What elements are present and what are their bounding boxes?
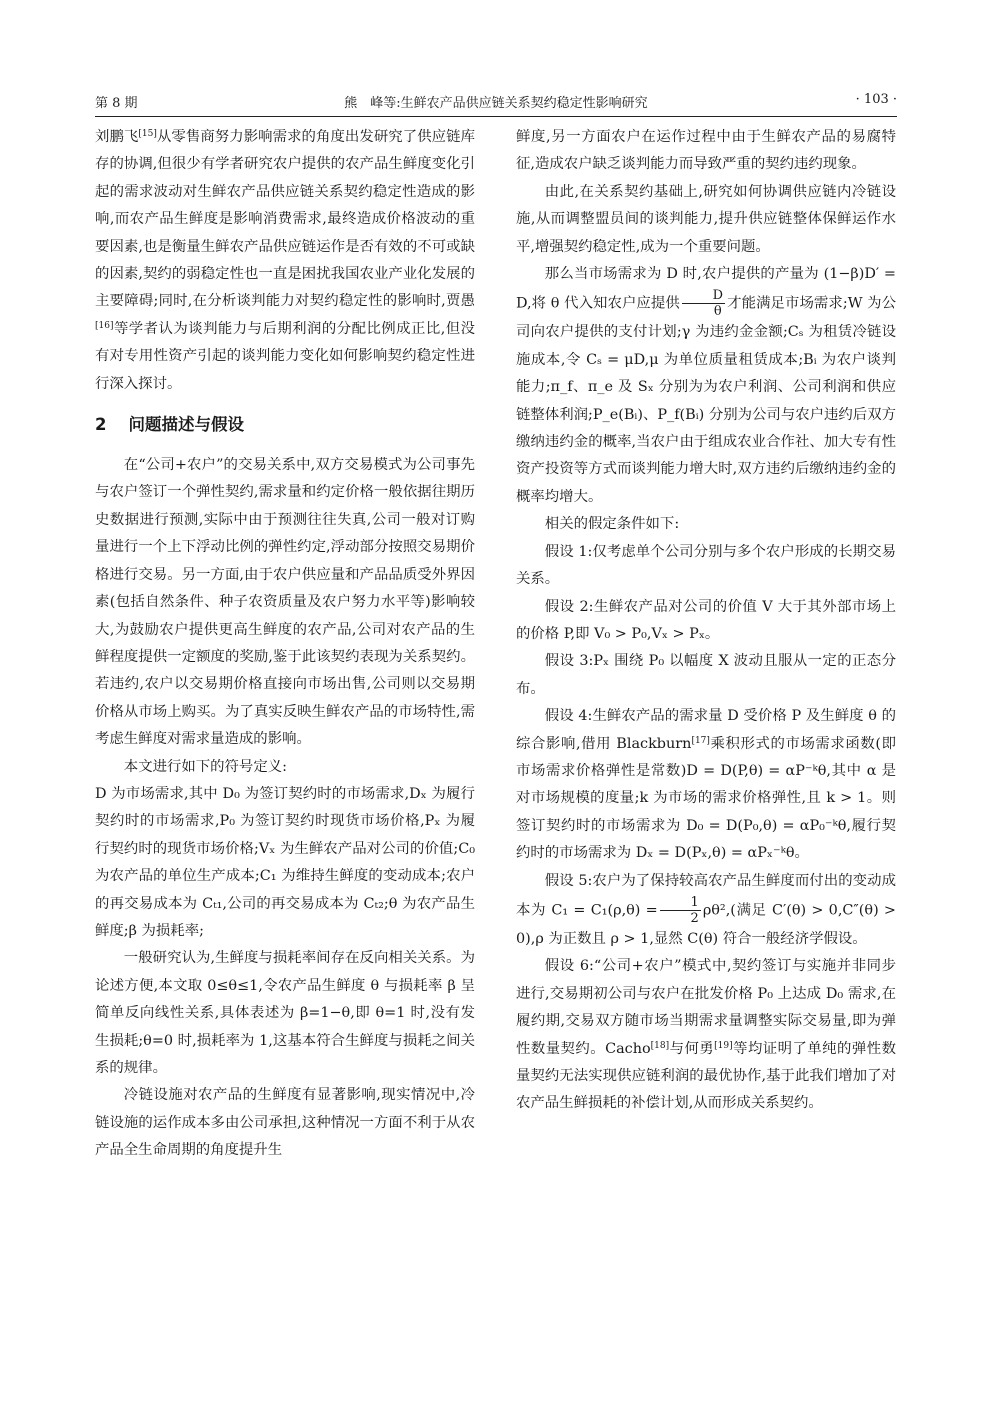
assumption-6 [516,953,896,1117]
citation: [16] [95,320,114,331]
running-header [95,92,897,114]
text-span: 乘积形式的市场需求函数(即市场需求价格弹性是常数)D = D(P,θ) = αP⁻ᵏθ,其中 α 是对市场规模的度量;k 为市场的需求价格弹性,且 k > 1。则签订契约时的市场需求为 D₀ = D(P₀,θ) = αP₀⁻ᵏθ,履行契约时的市场需求为 Dₓ = D(Pₓ,θ) = αPₓ⁻ᵏθ。 [516,735,896,862]
citation: [17] [691,735,710,746]
numerator: D [682,288,725,304]
section-heading [95,412,475,438]
text-span: 与何勇 [669,1040,715,1057]
paragraph: 冷链设施对农产品的生鲜度有显著影响,现实情况中,冷链设施的运作成本多由公司承担,这种情况一方面不利于从农产品全生命周期的角度提升生 [95,1087,475,1159]
right-column [516,124,896,1118]
paragraph: 鲜度,另一方面农户在运作过程中由于生鲜农产品的易腐特征,造成农户缺乏谈判能力而导致严重的契约违约现象。 [516,129,896,173]
issue-number: 第 8 期 [95,96,138,111]
left-column [95,124,475,1165]
citation: [18] [650,1040,670,1051]
page-number: · 103 · [855,92,897,107]
paragraph: D 为市场需求,其中 D₀ 为签订契约时的市场需求,Dₓ 为履行契约时的市场需求,P₀ 为签订契约时现货市场价格,Pₓ 为履行契约时的现货市场价格;Vₓ 为生鲜农产品对公司的价值;C₀ 为农产品的单位生产成本;C₁ 为维持生鲜度的变动成本;农户的再交易成本为 Cₜ₁,公司的再交易成本为 Cₜ₂;θ 为农产品生鲜度;β 为损耗率; [95,785,475,939]
assumption-4 [516,703,896,867]
text-span: 那么当市场需求为 D 时,农户提供的产量为 (1−β)D′ = D,将 θ 代入知农户应提供 [516,266,896,312]
text-span: ρθ²,(满足 C′(θ) > 0,C″(θ) > 0),ρ 为正数且 ρ > 1,显然 C(θ) 符合一般经济学假设。 [516,902,896,947]
fraction [660,895,701,926]
assumption-3: 假设 3:Pₓ 围绕 P₀ 以幅度 X 波动且服从一定的正态分布。 [516,653,896,697]
text-span: 才能满足市场需求;W 为公司向农户提供的支付计划;γ 为违约金金额;Cₛ 为租赁冷链设施成本,令 Cₛ = μD,μ 为单位质量租赁成本;Bᵢ 为农户谈判能力;π_f、π_e 及 Sₓ 分别为为农户利润、公司利润和供应链整体利润;P_e(Bᵢ)、P_f(Bᵢ) 分别为公司与农户违约后双方缴纳违约金的概率,当农户由于组成农业合作社、加大专有性资产投资等方式而谈判能力增大时,双方违约后缴纳违约金的概率均增大。 [516,295,896,505]
text-span: 假设 5:农户为了保持较高农产品生鲜度而付出的变动成本为 C₁ = C₁(ρ,θ) = [516,872,896,919]
text-span: 刘鹏飞 [95,129,139,145]
text-span: 假设 6:“公司+农户”模式中,契约签订与实施并非同步进行,交易期初公司与农户在批发价格 P₀ 上达成 D₀ 需求,在履约期,交易双方随市场当期需求量调整实际交易量,即为弹性数量契约。Cacho [516,958,896,1057]
denominator: θ [713,304,722,320]
citation: [15] [138,129,157,139]
text-span: 等均证明了单纯的弹性数量契约无法实现供应链利润的最优协作,基于此我们增加了对农产品生鲜损耗的补偿计划,从而形成关系契约。 [516,1040,896,1112]
paragraph: 在“公司+农户”的交易关系中,双方交易模式为公司事先与农户签订一个弹性契约,需求量和约定价格一般依据往期历史数据进行预测,实际中由于预测往往失真,公司一般对订购量进行一个上下浮动比例的弹性约定,浮动部分按照交易期价格进行交易。另一方面,由于农户供应量和产品品质受外界因素(包括自然条件、种子农资质量及农户努力水平等)影响较大,为鼓励农户提供更高生鲜度的农产品,公司对农产品的生鲜程度提供一定额度的奖励,鉴于此该契约表现为关系契约。若违约,农户以交易期价格直接向市场出售,公司则以交易期价格从市场上购买。为了真实反映生鲜农产品的市场特性,需考虑生鲜度对需求量造成的影响。 [95,457,475,748]
text-span: 假设 4:生鲜农产品的需求量 D 受价格 P 及生鲜度 θ 的综合影响,借用 Blackburn [516,708,896,752]
section-number: 2 [95,415,107,435]
fraction [682,288,725,319]
text-span: 等学者认为谈判能力与后期利润的分配比例成正比,但没有对专用性资产引起的谈判能力变化如何影响契约稳定性进行深入探讨。 [95,320,475,392]
assumption-2: 假设 2:生鲜农产品对公司的价值 V 大于其外部市场上的价格 P,即 V₀ > P₀,Vₓ > Pₓ。 [516,598,896,642]
paragraph [95,124,475,398]
assumption-5 [516,868,896,954]
running-title: 熊 峰等:生鲜农产品供应链关系契约稳定性影响研究 [344,96,648,111]
numerator: 1 [660,895,701,911]
paragraph: 相关的假定条件如下: [544,516,680,533]
denominator: 2 [690,910,699,926]
citation: [19] [714,1040,733,1051]
assumption-1: 假设 1:仅考虑单个公司分别与多个农户形成的长期交易关系。 [516,543,896,588]
paragraph: 由此,在关系契约基础上,研究如何协调供应链内冷链设施,从而调整盟员间的谈判能力,提升供应链整体保鲜运作水平,增强契约稳定性,成为一个重要问题。 [516,183,896,255]
paragraph: 一般研究认为,生鲜度与损耗率间存在反向相关关系。为论述方便,本文取 0≤θ≤1,令农产品生鲜度 θ 与损耗率 β 呈简单反向线性关系,具体表述为 β=1−θ,即 θ=1 时,没有发生损耗;θ=0 时,损耗率为 1,这基本符合生鲜度与损耗之间关系的规律。 [95,950,475,1076]
header-rule [95,116,897,117]
section-title: 问题描述与假设 [128,415,244,435]
paragraph [516,261,896,511]
paragraph: 本文进行如下的符号定义: [123,758,287,775]
text-span: 从零售商努力影响需求的角度出发研究了供应链库存的协调,但很少有学者研究农户提供的农产品生鲜度变化引起的需求波动对生鲜农产品供应链关系契约稳定性造成的影响,而农产品生鲜度是影响消费需求,最终造成价格波动的重要因素,也是衡量生鲜农产品供应链运作是否有效的不可或缺的因素,契约的弱稳定性也一直是困扰我国农业产业化发展的主要障碍;同时,在分析谈判能力对契约稳定性的影响时,贾愚 [95,129,475,310]
